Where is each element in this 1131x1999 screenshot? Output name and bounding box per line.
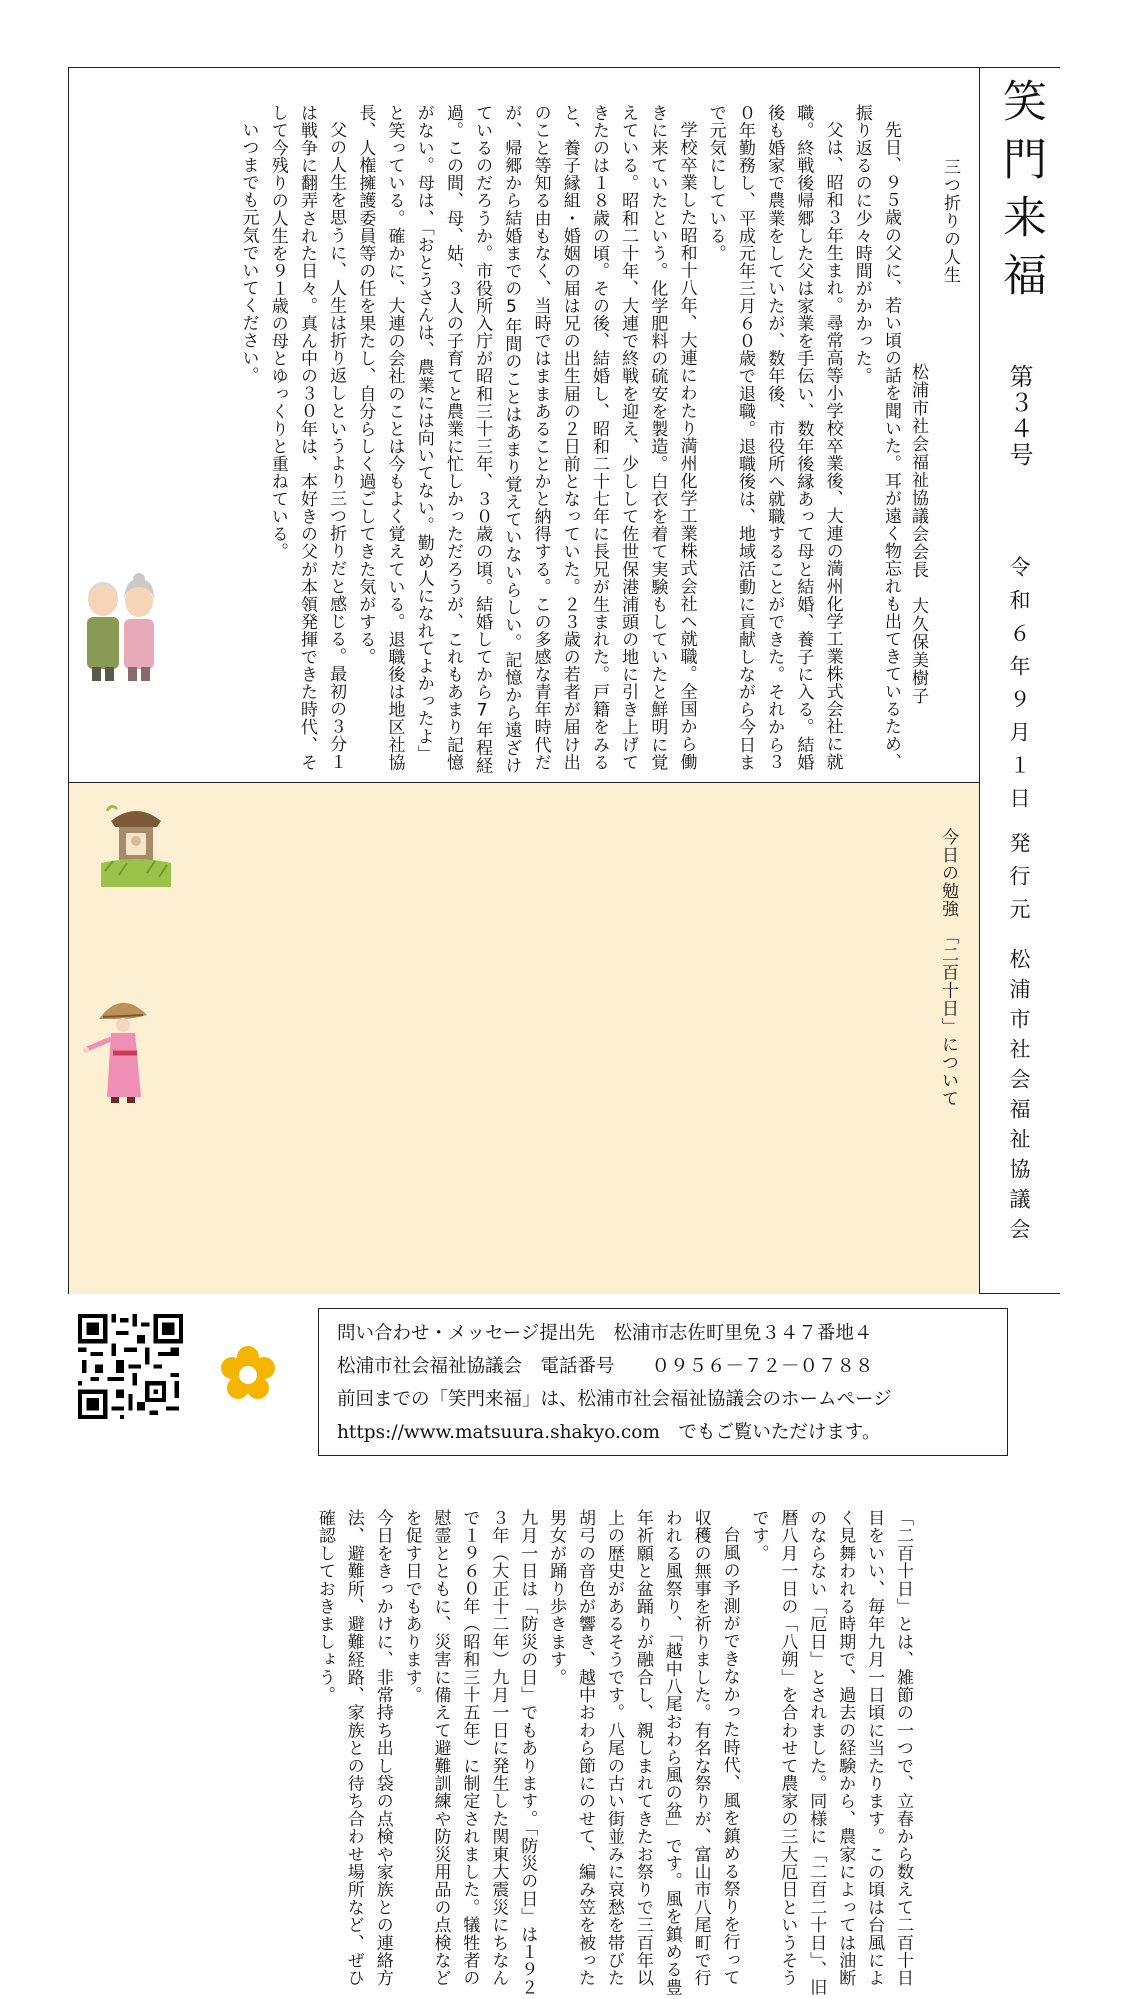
study-title: 今日の勉強 「二百十日」について: [938, 828, 958, 1108]
publisher-label: 発行元: [1007, 832, 1031, 931]
flower-icon: [218, 1344, 278, 1404]
essay-paragraph: 父は、昭和３年生まれ。尋常高等小学校卒業後、大連の満州化学工業株式会社に就職。終戦後帰郷した父は家業を手伝い、数年後縁あって母と結婚、養子に入る。結婚後も婚家で農業をしていたが、数年後、市役所へ就職することができた。それから３０年勤務し、平成元年三月６０歳で退職。退職後は、地域活動に貢献しながら今日まで元気にしている。: [705, 104, 843, 771]
essay-paragraph: いつまでも元気でいてください。: [238, 121, 259, 385]
qr-code[interactable]: [78, 1314, 183, 1419]
newsletter-title: 笑門来福: [995, 78, 1046, 310]
issue-date: 令和６年９月１日: [1007, 556, 1031, 820]
contact-line: 松浦市社会福祉協議会 電話番号 ０９５６－７２－０７８８: [337, 1356, 874, 1377]
publisher-name: 松浦市社会福祉協議会: [1007, 948, 1031, 1248]
essay-section: [69, 68, 979, 782]
essay-paragraph: 学校卒業した昭和十八年、大連にわたり満州化学工業株式会社へ就職。全国から働きに来ていたという。化学肥料の硫安を製造。白衣を着て実験もしていたと鮮明に覚えている。昭和二十年、大連で終戦を迎え、少しして佐世保港浦頭の地に引き上げてきたのは１８歳の頃。その後、結婚し、昭和二十七年に長兄が生まれた。戸籍をみると、養子縁組・婚姻の届は兄の出生届の２日前となっていた。２３歳の若者が届け出のこと等知る由もなく、当時ではままあることかと納得する。この多感な青年時代だが、帰郷から結婚までの5年間のことはあまり覚えていないらしい。記憶から遠ざけているのだろうか。市役所入庁が昭和三十三年、３０歳の頃。結婚してから7年程経過。この間、母、姑、３人の子育てと農業に忙しかっただろうが、これもあまり記憶がない。母は、「おとうさんは、農業には向いてない。勤め人になれてよかったよ」と笑っている。確かに、大連の会社のことは今もよく覚えている。退職後は地区社協長、人権擁護委員等の任を果たし、自分らしく過ごしてきた気がする。: [355, 104, 697, 774]
contact-line: 問い合わせ・メッセージ提出先 松浦市志佐町里免３４７番地４: [337, 1323, 873, 1344]
essay-paragraph: 先日、９５歳の父に、若い頃の話を聞いた。耳が遠く物忘れも出てきているため、振り返るのに少々時間がかかった。: [851, 104, 901, 771]
wind-god-shrine-illustration: [101, 801, 171, 887]
essay-body: [97, 104, 905, 774]
owara-dancer-illustration: [83, 993, 153, 1105]
study-paragraph: 台風の予測ができなかった時代、風を鎮める祭りを行って収穫の無事を祈りました。有名な祭りが、富山市八尾町で行われる風祭り、「越中八尾おわら風の盆」です。風を鎮める豊年祈願と盆踊りが融合し、親しまれてきたお祭りで三百年以上の歴史があるそうです。八尾の古い街並みに哀愁を帯びた胡弓の音色が響き、越中おわら節にのせて、編み笠を被った男女が踊り歩きます。: [546, 1509, 740, 1997]
study-paragraph: 「二百十日」とは、雑節の一つで、立春から数えて二百十日目をいい、毎年九月一日頃に当たります。この頃は台風によく見舞われる時期で、過去の経験から、農家によっては油断のならない「厄日」とされました。同様に「二百二十日」、旧暦八月一日の「八朔」を合わせて農家の三大厄日というそうです。: [748, 1509, 913, 1997]
issue-number: 第３４号: [1005, 364, 1033, 468]
contact-website-line[interactable]: https://www.matsuura.shakyo.com でもご覧いただけます。: [337, 1422, 881, 1443]
study-paragraph: 九月一日は「防災の日」でもあります。「防災の日」は１９２３年（大正十二年）九月一日に発生した関東大震災にちなんで１９６０年（昭和三十五年）に制定されました。犠牲者の慰霊とともに、災害に備えて避難訓練や防災用品の点検などを促す日でもあります。: [401, 1509, 538, 1997]
masthead: [979, 68, 1060, 1293]
contact-line: 前回までの「笑門来福」は、松浦市社会福祉協議会のホームページ: [337, 1389, 892, 1410]
essay-author: 松浦市社会福祉協議会会長 大久保美樹子: [908, 363, 928, 705]
contact-box: [318, 1308, 1008, 1456]
essay-title: 三つ折りの人生: [940, 158, 960, 284]
study-paragraph: 今日をきっかけに、非常持ち出し袋の点検や家族との連絡方法、避難所、避難経路、家族との待ち合わせ場所など、ぜひ確認しておきましょう。: [314, 1509, 393, 1987]
essay-paragraph: 父の人生を思うに、人生は折り返しというより三つ折りだと感じる。最初の３分１は戦争に翻弄された日々。真ん中の３０年は、本好きの父が本領発揮できた時代、そして今残りの人生を９１歳の母とゆっくりと重ねている。: [267, 104, 347, 771]
elderly-couple-illustration: [79, 573, 163, 683]
study-body: [199, 1509, 917, 1999]
